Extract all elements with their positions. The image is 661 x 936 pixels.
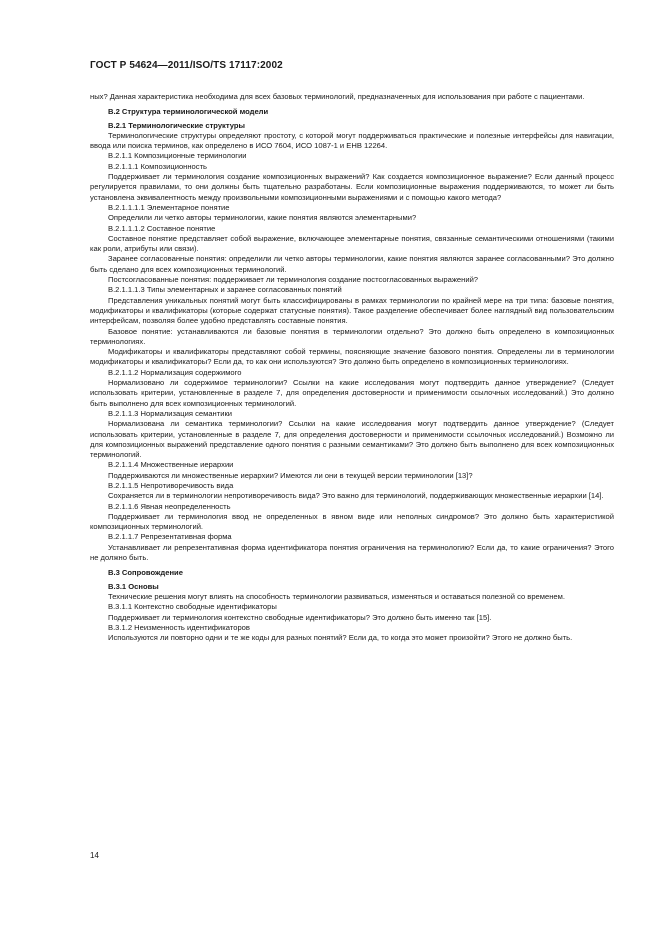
paragraph: Модификаторы и квалификаторы представляют собой термины, поясняющие значение базового понятия. Определены ли в терминологии модификаторы и квалификаторы? Если да, то как они используются? Это должно быть определено в композиционных терминологиях.: [90, 347, 614, 367]
paragraph: Используются ли повторно одни и те же коды для разных понятий? Если да, то когда это может произойти? Этого не должно быть.: [108, 633, 573, 643]
clause-heading: В.2.1.1.1.2 Составное понятие: [108, 223, 216, 233]
paragraph: Устанавливает ли репрезентативная форма идентификатора понятия ограничения на терминологию? Если да, то какие ограничения? Этого не должно быть.: [90, 542, 614, 563]
clause-heading: В.2.1.1.3 Нормализация семантики: [108, 408, 233, 418]
page-number: 14: [90, 851, 99, 860]
paragraph: Поддерживает ли терминология создание композиционных выражений? Как создается композиционное выражение? Если данный процесс регулируется правилами, то они должны быть тщательно разработаны. Если композиционные выражения поддерживаются, то может ли быть установлена эквивалентность между произвольными композиционными выражениями и с помощью какого метода?: [90, 172, 614, 202]
clause-heading: В.2.1.1.1.1 Элементарное понятие: [108, 202, 230, 212]
paragraph: Заранее согласованные понятия: определили ли четко авторы терминологии, какие понятия являются заранее согласованными? Это должно быть сделано для всех композиционных терминологий.: [90, 254, 614, 274]
paragraph: Поддерживает ли терминология контекстно свободные идентификаторы? Это должно быть именно так [15].: [108, 612, 492, 622]
clause-heading: В.2.1.1.1 Композиционность: [108, 161, 208, 171]
document-header: ГОСТ Р 54624—2011/ISO/TS 17117:2002: [90, 60, 283, 71]
paragraph: Терминологические структуры определяют простоту, с которой могут поддерживаться практические и полезные интерфейсы для навигации, ввода или поиска терминов, как определено в ИСО 7604, ИСО 1087-1 и ЕНВ 12264.: [90, 130, 614, 151]
paragraph: Поддерживает ли терминология ввод не определенных в явном виде или неполных синдромов? Это должно быть характеристикой композиционных терминологий.: [90, 511, 614, 532]
paragraph: Нормализована ли семантика терминологии? Ссылки на какие исследования могут подтвердить данное утверждение? (Следует использовать критерии, установленные в разделе 7, для определения достоверности и применимости ссылочных исследований.) Возможно ли для композиционных выражений представление одного понятия с разными семантиками? Это должно быть выполнено для всех композиционных терминологий.: [90, 419, 614, 460]
clause-heading: В.2.1.1.4 Множественные иерархии: [108, 460, 234, 470]
paragraph: Определили ли четко авторы терминологии, какие понятия являются элементарными?: [108, 213, 417, 223]
document-body: [90, 92, 614, 643]
clause-heading: В.2.1.1.1.3 Типы элементарных и заранее согласованных понятий: [108, 285, 342, 295]
clause-heading: В.2.1.1.2 Нормализация содержимого: [108, 367, 242, 377]
paragraph-continuation: ных? Данная характеристика необходима для всех базовых терминологий, предназначенных для использования при работе с пациентами.: [90, 92, 585, 101]
clause-heading: В.2.1.1.5 Непротиворечивость вида: [108, 480, 234, 490]
clause-heading: В.2.1.1 Композиционные терминологии: [108, 151, 247, 161]
paragraph: Сохраняется ли в терминологии непротиворечивость вида? Это важно для терминологий, поддерживающих множественные иерархии [14].: [108, 491, 604, 501]
subsection-heading: В.2.1 Терминологические структуры: [108, 120, 246, 130]
paragraph: Нормализовано ли содержимое терминологии? Ссылки на какие исследования могут подтвердить данное утверждение? (Следует использовать критерии, установленные в разделе 7, для определения достоверности и применимости ссылочных исследований.) Это должно быть выполнено для всех композиционных терминологий.: [90, 378, 614, 408]
document-page: [90, 60, 614, 643]
subsection-heading: В.3.1 Основы: [108, 581, 159, 591]
clause-heading: В.2.1.1.7 Репрезентативная форма: [108, 532, 232, 542]
section-heading: В.3 Сопровождение: [108, 568, 183, 578]
section-heading: В.2 Структура терминологической модели: [108, 107, 269, 117]
paragraph: Постсогласованные понятия: поддерживает ли терминология создание постсогласованных выражений?: [108, 275, 479, 285]
clause-heading: В.3.1.2 Неизменность идентификаторов: [108, 622, 250, 632]
clause-heading: В.3.1.1 Контекстно свободные идентификаторы: [108, 602, 277, 612]
clause-heading: В.2.1.1.6 Явная неопределенность: [108, 501, 231, 511]
paragraph: Базовое понятие: устанавливаются ли базовые понятия в терминологии отдельно? Это должно быть определено в композиционных терминологиях.: [90, 326, 614, 346]
paragraph: Поддерживаются ли множественные иерархии? Имеются ли они в текущей версии терминологии [13]?: [108, 470, 473, 480]
paragraph: Технические решения могут влиять на способность терминологии развиваться, изменяться и оставаться полезной со временем.: [108, 591, 565, 601]
paragraph: Составное понятие представляет собой выражение, включающее элементарные понятия, связанные семантическими отношениями (такими как роли, атрибуты или связи).: [90, 233, 614, 254]
paragraph: Представления уникальных понятий могут быть классифицированы в рамках терминологии по крайней мере на три типа: базовые понятия, модификаторы и квалификаторы (которые содержат статусные понятия). Такое разделение обеспечивает более наглядный вид пользовательским интерфейсам, позволяя более удобно представлять составные понятия.: [90, 295, 614, 326]
